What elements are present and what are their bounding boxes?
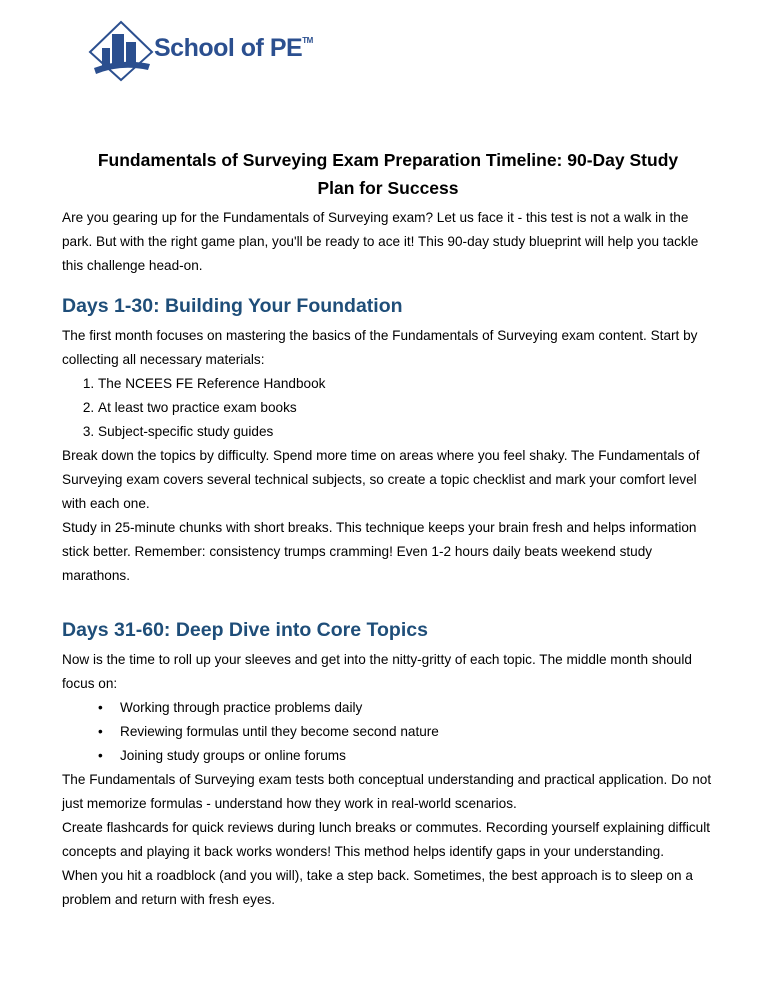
paragraph: Now is the time to roll up your sleeves and get into the nitty-gritty of each topic. The middle month should focus on:: [62, 652, 692, 691]
logo-text: School of PE™: [154, 34, 313, 62]
paragraph: Break down the topics by difficulty. Spend more time on areas where you feel shaky. The Fundamentals of Surveying exam covers several technical subjects, so create a topic checklist and mark your comfort level with each one.: [62, 448, 700, 511]
paragraph: Study in 25-minute chunks with short breaks. This technique keeps your brain fresh and helps information stick better. Remember: consistency trumps cramming! Even 1-2 hours daily beats weekend study marathons.: [62, 520, 697, 583]
materials-list: [62, 372, 714, 444]
page-title: Fundamentals of Surveying Exam Preparation Timeline: 90-Day Study Plan for Success: [97, 150, 679, 198]
list-item: • Reviewing formulas until they become second nature: [98, 720, 714, 744]
intro-paragraph: Are you gearing up for the Fundamentals of Surveying exam? Let us face it - this test is not a walk in the park. But with the right game plan, you'll be ready to ace it! This 90-day study blueprint will help you tackle this challenge head-on.: [62, 210, 699, 273]
school-of-pe-logo: [88, 20, 313, 82]
document-body: [62, 146, 714, 912]
list-item: • Working through practice problems daily: [98, 696, 714, 720]
building-diamond-icon: [88, 20, 154, 82]
focus-list: [62, 696, 714, 768]
paragraph: The Fundamentals of Surveying exam tests both conceptual understanding and practical application. Do not just memorize formulas - understand how they work in real-world scenarios.: [62, 772, 712, 811]
paragraph: The first month focuses on mastering the basics of the Fundamentals of Surveying exam content. Start by collecting all necessary materials:: [62, 328, 698, 367]
section-heading-days-31-60: Days 31-60: Deep Dive into Core Topics: [62, 619, 428, 641]
paragraph: When you hit a roadblock (and you will), take a step back. Sometimes, the best approach is to sleep on a problem and return with fresh eyes.: [62, 868, 693, 907]
list-item: 3. Subject-specific study guides: [98, 420, 714, 444]
list-item: 1. The NCEES FE Reference Handbook: [98, 372, 714, 396]
paragraph: Create flashcards for quick reviews during lunch breaks or commutes. Recording yourself explaining difficult concepts and playing it back works wonders! This method helps identify gaps in your understanding.: [62, 820, 711, 859]
list-item: 2. At least two practice exam books: [98, 396, 714, 420]
list-item: • Joining study groups or online forums: [98, 744, 714, 768]
section-heading-days-1-30: Days 1-30: Building Your Foundation: [62, 295, 403, 317]
